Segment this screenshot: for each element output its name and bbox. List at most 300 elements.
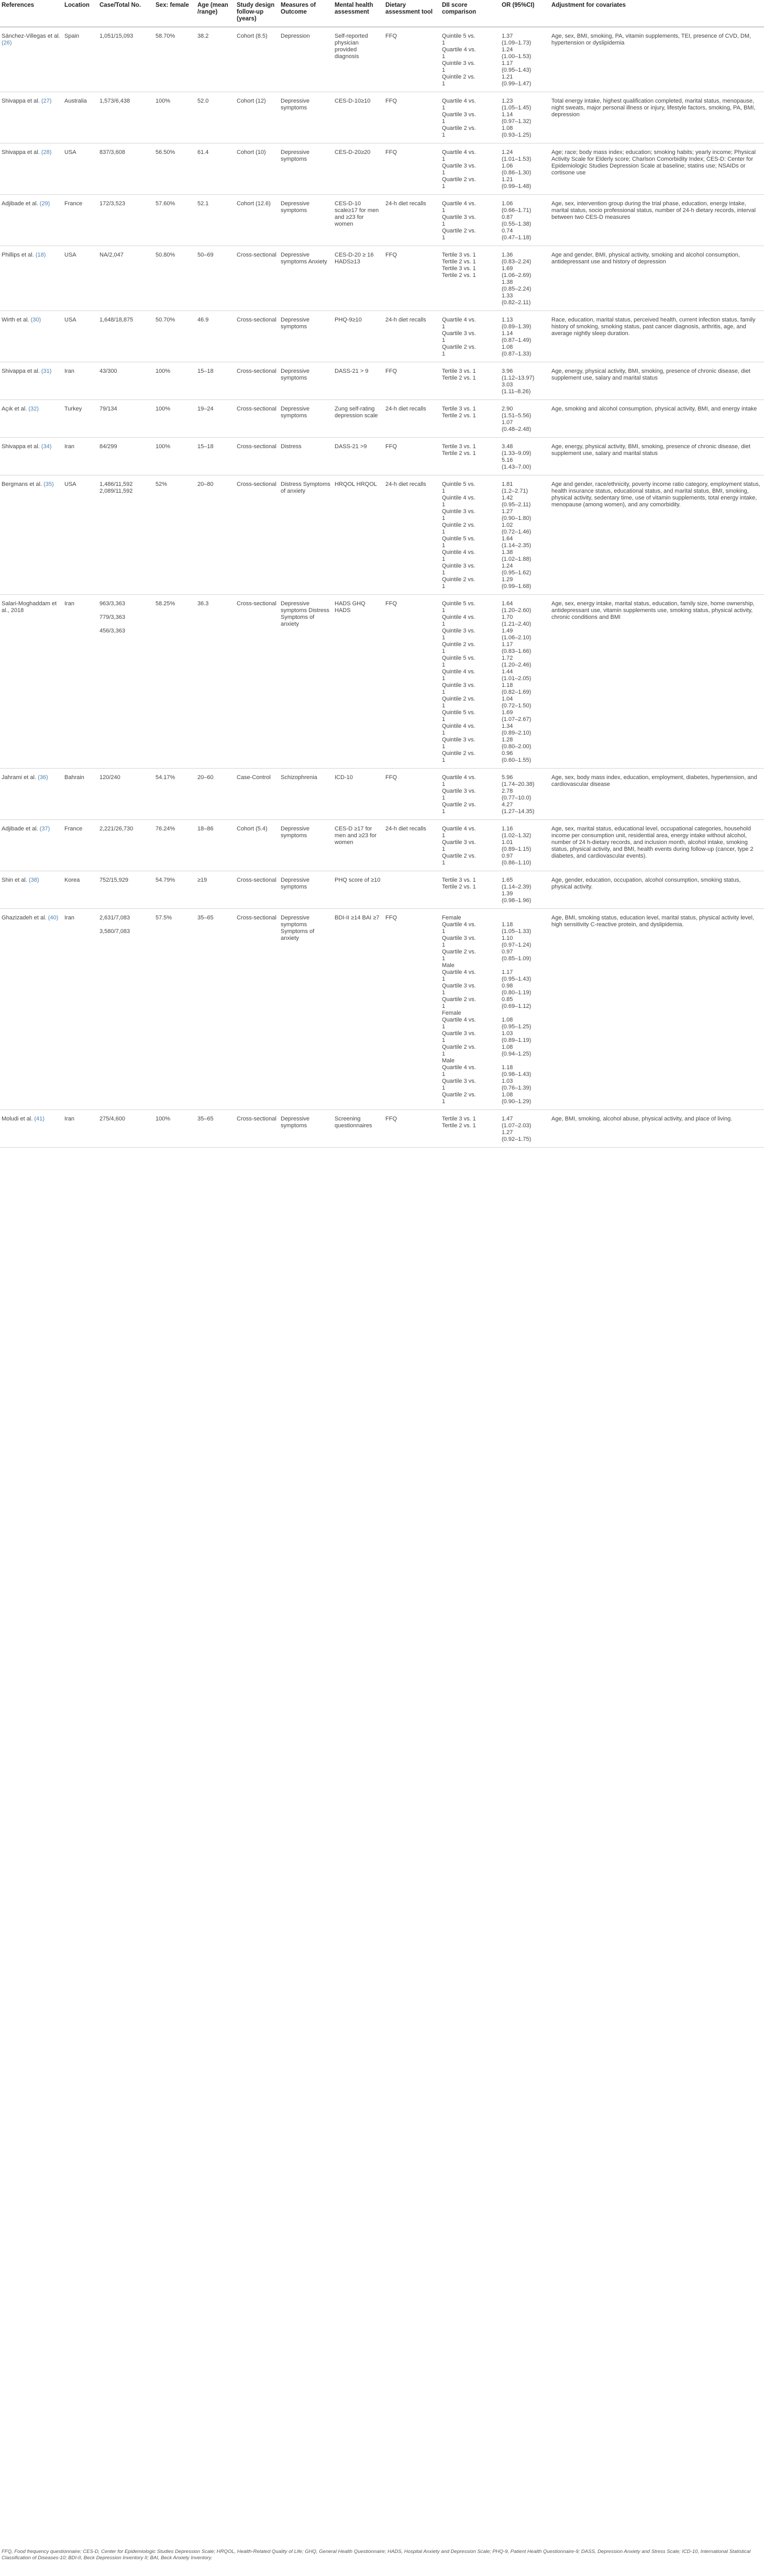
or-line: 1.18 — [502, 1064, 513, 1071]
comparison-line: 1 — [442, 1085, 446, 1091]
citation-link[interactable]: (18) — [35, 252, 46, 258]
sex-female-cell: 54.17% — [154, 769, 196, 820]
table-row — [0, 246, 764, 311]
reference-cell — [0, 1110, 63, 1148]
comparison-line: 1 — [442, 860, 446, 866]
outcome-cell: Depressive symptoms — [279, 311, 333, 362]
comparison-line: 1 — [442, 928, 446, 935]
study-design-cell: Cross-sectional — [235, 400, 279, 438]
or-line: (0.89–1.39) — [502, 324, 532, 330]
dietary-tool-cell: 24-h diet recalls — [384, 195, 440, 246]
comparison-line: 1 — [442, 990, 446, 996]
mental-health-assessment-cell: PHQ-9≥10 — [333, 311, 384, 362]
comparison-line: Tertile 3 vs. 1 — [442, 1116, 476, 1122]
age-cell: 35–65 — [196, 909, 235, 1110]
or-line: 0.97 — [502, 949, 513, 955]
or-line: (0.99–1.68) — [502, 583, 532, 590]
comparison-line: Quartile 3 vs. — [442, 788, 476, 794]
mental-health-assessment-cell: PHQ score of ≥10 — [333, 871, 384, 909]
comparison-line: Quintile 5 vs. — [442, 655, 475, 661]
reference-cell — [0, 820, 63, 871]
comparison-line: Quintile 2 vs. — [442, 641, 475, 648]
comparison-line: Tertile 3 vs. 1 — [442, 877, 476, 883]
or-ci-cell — [500, 1110, 550, 1148]
mental-health-assessment-cell: CES-D-10 scale≥17 for men and ≥23 for women — [333, 195, 384, 246]
comparison-line: Male — [442, 962, 455, 969]
reference-cell — [0, 362, 63, 400]
location-cell: France — [63, 195, 98, 246]
comparison-line: 1 — [442, 583, 446, 590]
location-cell: Australia — [63, 92, 98, 143]
comparison-line: Female — [442, 915, 461, 921]
age-cell: 52.1 — [196, 195, 235, 246]
sex-female-cell: 52% — [154, 475, 196, 595]
outcome-cell: Depressive symptoms Distress Symptoms of anxiety — [279, 595, 333, 769]
comparison-line: Quartile 2 vs. — [442, 344, 476, 350]
or-line: 1.47 — [502, 1116, 513, 1122]
study-design-cell: Cross-sectional — [235, 595, 279, 769]
or-line: (1.74–20.38) — [502, 781, 535, 787]
reference-author: Shivappa et al. — [2, 368, 40, 374]
comparison-line: 1 — [442, 846, 446, 852]
or-line: (0.95–1.62) — [502, 570, 532, 576]
sex-female-cell: 57.60% — [154, 195, 196, 246]
comparison-line: Quintile 3 vs. — [442, 60, 475, 66]
or-line: 2.78 — [502, 788, 513, 794]
studies-table — [0, 0, 764, 1148]
comparison-line: Quartile 2 vs. — [442, 996, 476, 1003]
or-line: 1.03 — [502, 1030, 513, 1037]
dii-comparison-cell — [440, 1110, 500, 1148]
comparison-line: 1 — [442, 351, 446, 357]
study-design-cell: Cross-sectional — [235, 871, 279, 909]
comparison-line: Quartile 2 vs. — [442, 949, 476, 955]
or-line: 1.24 — [502, 149, 513, 156]
or-line: 0.98 — [502, 983, 513, 989]
dii-comparison-cell — [440, 871, 500, 909]
or-ci-cell — [500, 871, 550, 909]
dii-comparison-cell — [440, 362, 500, 400]
comparison-line: 1 — [442, 221, 446, 227]
comparison-line: Quartile 3 vs. — [442, 1078, 476, 1084]
or-ci-cell — [500, 438, 550, 475]
reference-cell — [0, 195, 63, 246]
case-total-cell: 837/3,608 — [98, 143, 154, 195]
citation-link[interactable]: (34) — [41, 443, 52, 450]
study-design-cell: Cross-sectional — [235, 909, 279, 1110]
col-or-ci-header: OR (95%CI) — [500, 0, 550, 27]
or-ci-cell — [500, 195, 550, 246]
or-line: 0.97 — [502, 853, 513, 859]
outcome-cell: Schizophrenia — [279, 769, 333, 820]
col-location-header: Location — [63, 0, 98, 27]
age-cell: 46.9 — [196, 311, 235, 362]
mental-health-assessment-cell: BDI-II ≥14 BAI ≥7 — [333, 909, 384, 1110]
or-line: 1.36 — [502, 252, 513, 258]
or-line: (0.94–1.25) — [502, 1051, 532, 1057]
dii-comparison-cell — [440, 92, 500, 143]
or-line: (1.14–2.35) — [502, 542, 532, 549]
adjustment-cell: Age, sex, intervention group during the trial phase, education, energy intake, marital status, socio professional status, number of 24-h dietary records, interval between two CES-D measures — [550, 195, 764, 246]
case-total-cell: 2,221/26,730 — [98, 820, 154, 871]
comparison-line: Quartile 3 vs. — [442, 1030, 476, 1037]
comparison-line: Quintile 2 vs. — [442, 750, 475, 757]
or-line: (0.69–1.12) — [502, 1003, 532, 1009]
adjustment-cell: Race, education, marital status, perceived health, current infection status, family history of smoking, smoking status, past cancer diagnosis, arthritis, age, and average nightly sleep duration. — [550, 311, 764, 362]
or-line: (0.60–1.55) — [502, 757, 532, 763]
dii-comparison-cell — [440, 769, 500, 820]
outcome-cell: Depressive symptoms Anxiety — [279, 246, 333, 311]
sex-female-cell: 50.70% — [154, 311, 196, 362]
adjustment-cell: Age, BMI, smoking, alcohol abuse, physical activity, and place of living. — [550, 1110, 764, 1148]
comparison-line: Quintile 4 vs. — [442, 549, 475, 556]
header-row — [0, 0, 764, 27]
col-mental-health-assessment-header: Mental health assessment — [333, 0, 384, 27]
or-line: 1.14 — [502, 330, 513, 337]
reference-author: Wirth et al. — [2, 317, 29, 323]
age-cell: 15–18 — [196, 362, 235, 400]
comparison-line: Quartile 3 vs. — [442, 330, 476, 337]
comparison-line: 1 — [442, 183, 446, 190]
citation-link[interactable]: (41) — [34, 1116, 45, 1122]
or-line: 1.24 — [502, 47, 513, 53]
age-cell: 61.4 — [196, 143, 235, 195]
adjustment-cell: Age and gender, BMI, physical activity, smoking and alcohol consumption, antidepressant use and history of depression — [550, 246, 764, 311]
reference-cell — [0, 595, 63, 769]
or-line: 1.27 — [502, 508, 513, 515]
adjustment-cell: Age, sex, marital status, educational level, occupational categories, household income per consumption unit, residential area, energy intake without alcohol, number of 24 h-dietary records, and inclusion month, alcohol intake, smoking status, physical activity, and BMI, health events during follow-up (cancer, type 2 diabetes, and cardiovascular events). — [550, 820, 764, 871]
sex-female-cell: 58.70% — [154, 27, 196, 92]
table-body — [0, 27, 764, 1148]
or-line: 1.08 — [502, 125, 513, 131]
or-line: (1.20–2.46) — [502, 662, 532, 668]
col-dietary-tool-header: Dietary assessment tool — [384, 0, 440, 27]
age-cell: 36.3 — [196, 595, 235, 769]
age-cell: 35–65 — [196, 1110, 235, 1148]
location-cell: USA — [63, 475, 98, 595]
comparison-line: Quartile 3 vs. — [442, 983, 476, 989]
case-total-cell: 172/3,523 — [98, 195, 154, 246]
study-design-cell: Cross-sectional — [235, 438, 279, 475]
or-line: (1.07–2.67) — [502, 716, 532, 723]
or-line: 1.18 — [502, 682, 513, 689]
location-cell: Iran — [63, 438, 98, 475]
or-line: 5.16 — [502, 457, 513, 463]
or-line: (0.87–1.49) — [502, 337, 532, 343]
or-line: 1.07 — [502, 419, 513, 426]
citation-link[interactable]: (35) — [43, 481, 54, 487]
comparison-line: 1 — [442, 324, 446, 330]
location-cell: Iran — [63, 595, 98, 769]
comparison-line: Quartile 3 vs. — [442, 112, 476, 118]
or-ci-cell — [500, 27, 550, 92]
study-design-cell: Case-Control — [235, 769, 279, 820]
col-outcome-header: Measures of Outcome — [279, 0, 333, 27]
or-line: 1.01 — [502, 839, 513, 846]
or-line: (0.95–2.11) — [502, 502, 531, 508]
or-ci-cell — [500, 475, 550, 595]
or-line: (0.85–2.24) — [502, 286, 532, 292]
or-line: 1.08 — [502, 344, 513, 350]
table-row — [0, 820, 764, 871]
comparison-line: Quintile 3 vs. — [442, 508, 475, 515]
reference-cell — [0, 400, 63, 438]
outcome-cell: Distress Symptoms of anxiety — [279, 475, 333, 595]
or-line: 1.34 — [502, 723, 513, 729]
reference-author: Shivappa et al. — [2, 149, 40, 156]
mental-health-assessment-cell: DASS-21 > 9 — [333, 362, 384, 400]
citation-link[interactable]: (28) — [41, 149, 52, 156]
comparison-line: Quintile 2 vs. — [442, 522, 475, 528]
comparison-line: Quartile 3 vs. — [442, 214, 476, 220]
case-total-cell: 1,051/15,093 — [98, 27, 154, 92]
comparison-line: Tertile 3 vs. 1 — [442, 368, 476, 374]
or-ci-cell — [500, 595, 550, 769]
comparison-line: 1 — [442, 132, 446, 138]
adjustment-cell: Age, smoking and alcohol consumption, physical activity, BMI, and energy intake — [550, 400, 764, 438]
comparison-line: Quintile 5 vs. — [442, 33, 475, 39]
comparison-line: Quartile 3 vs. — [442, 163, 476, 169]
comparison-line: 1 — [442, 621, 446, 627]
comparison-line: Quartile 4 vs. — [442, 826, 476, 832]
comparison-line: 1 — [442, 570, 446, 576]
comparison-line: 1 — [442, 976, 446, 982]
or-line: 1.13 — [502, 317, 513, 323]
sex-female-cell: 100% — [154, 362, 196, 400]
comparison-line: Quartile 2 vs. — [442, 1092, 476, 1098]
comparison-line: Quartile 4 vs. — [442, 774, 476, 781]
case-total-cell: 1,648/18,875 — [98, 311, 154, 362]
age-cell: 38.2 — [196, 27, 235, 92]
comparison-line: 1 — [442, 542, 446, 549]
citation-link[interactable]: (37) — [39, 826, 50, 832]
comparison-line: Quintile 5 vs. — [442, 709, 475, 716]
or-line: (1.33–9.09) — [502, 450, 532, 457]
adjustment-cell: Age, sex, body mass index, education, employment, diabetes, hypertension, and cardiovascular disease — [550, 769, 764, 820]
table-footnote: FFQ, Food frequency questionnaire; CES-D, Center for Epidemiologic Studies Depression Scale; HRQOL, Health-Related Quality of Life; GHQ, General Health Questionnaire; HADS, Hospital Anxiety and Depression Scale; PHQ-9, Patient Health Questionnaire-9; DASS, Depression Anxiety and Stress Scale; ICD-10, International Statistical Classification of Diseases-10; BDI-II, Beck Depression Inventory II; BAI, Beck Anxiety Inventory. — [2, 2549, 751, 2561]
or-line: 1.37 — [502, 33, 513, 39]
case-total-cell: 79/134 — [98, 400, 154, 438]
dietary-tool-cell: FFQ — [384, 438, 440, 475]
sex-female-cell: 58.25% — [154, 595, 196, 769]
comparison-line: Male — [442, 1058, 455, 1064]
reference-cell — [0, 143, 63, 195]
mental-health-assessment-cell: CES-D-20≥20 — [333, 143, 384, 195]
comparison-line: Quintile 4 vs. — [442, 669, 475, 675]
adjustment-cell: Age, energy, physical activity, BMI, smoking, presence of chronic disease, diet supplement use, salary and marital status — [550, 362, 764, 400]
comparison-line: 1 — [442, 689, 446, 695]
or-line: 0.74 — [502, 228, 513, 234]
comparison-line: Quintile 5 vs. — [442, 481, 475, 487]
or-line: 1.16 — [502, 826, 513, 832]
sex-female-cell: 76.24% — [154, 820, 196, 871]
comparison-line: Quartile 4 vs. — [442, 47, 476, 53]
case-total-cell: 84/299 — [98, 438, 154, 475]
comparison-line: Tertile 3 vs. 1 — [442, 406, 476, 412]
or-ci-cell — [500, 246, 550, 311]
reference-author: Bergmans et al. — [2, 481, 42, 487]
table-row — [0, 769, 764, 820]
comparison-line: Quartile 4 vs. — [442, 201, 476, 207]
comparison-line: Quartile 4 vs. — [442, 1064, 476, 1071]
comparison-line: 1 — [442, 956, 446, 962]
or-line: 1.39 — [502, 891, 513, 897]
sex-female-cell: 56.50% — [154, 143, 196, 195]
sex-female-cell: 54.79% — [154, 871, 196, 909]
dietary-tool-cell: 24-h diet recalls — [384, 400, 440, 438]
citation-link[interactable]: (31) — [41, 368, 52, 374]
comparison-line: 1 — [442, 488, 446, 494]
or-line: 3.03 — [502, 382, 513, 388]
comparison-line: 1 — [442, 1037, 446, 1043]
outcome-cell: Depressive symptoms — [279, 362, 333, 400]
or-line: 1.38 — [502, 549, 513, 556]
age-cell: 20–60 — [196, 769, 235, 820]
or-line: 1.69 — [502, 709, 513, 716]
or-line: 1.64 — [502, 536, 513, 542]
citation-link[interactable]: (32) — [28, 406, 39, 412]
dietary-tool-cell: FFQ — [384, 143, 440, 195]
table-row — [0, 195, 764, 246]
or-line: (0.97–1.24) — [502, 942, 532, 948]
or-line: (1.06–2.69) — [502, 272, 532, 279]
or-line: (0.99–1.48) — [502, 183, 532, 190]
or-line: (1.02–1.88) — [502, 556, 532, 562]
mental-health-assessment-cell: HADS GHQ HADS — [333, 595, 384, 769]
or-line: 3.48 — [502, 443, 513, 450]
or-line: (0.55–1.38) — [502, 221, 532, 227]
age-cell: 20–80 — [196, 475, 235, 595]
comparison-line: Quintile 3 vs. — [442, 628, 475, 634]
comparison-line: 1 — [442, 81, 446, 87]
or-line: 1.21 — [502, 176, 513, 183]
comparison-line: 1 — [442, 648, 446, 654]
adjustment-cell: Age, energy, physical activity, BMI, smoking, presence of chronic disease, diet supplement use, salary and marital status — [550, 438, 764, 475]
or-line: 1.28 — [502, 737, 513, 743]
mental-health-assessment-cell: CES-D-10≥10 — [333, 92, 384, 143]
citation-link[interactable]: (38) — [28, 877, 39, 883]
or-line: 1.08 — [502, 1044, 513, 1050]
citation-link[interactable]: (40) — [48, 915, 59, 921]
or-line: 1.14 — [502, 112, 513, 118]
reference-author: Ghazizadeh et al. — [2, 915, 47, 921]
comparison-line: 1 — [442, 529, 446, 535]
comparison-line: Quintile 4 vs. — [442, 614, 475, 620]
comparison-line: 1 — [442, 40, 446, 46]
age-cell: 15–18 — [196, 438, 235, 475]
or-line: 1.10 — [502, 935, 513, 941]
case-total-cell: 120/240 — [98, 769, 154, 820]
or-line: 1.24 — [502, 563, 513, 569]
sex-female-cell: 100% — [154, 400, 196, 438]
or-line: (0.86–1.30) — [502, 170, 532, 176]
citation-link[interactable]: (29) — [39, 201, 50, 207]
comparison-line: 1 — [442, 1051, 446, 1057]
or-line: (0.95–1.43) — [502, 67, 532, 73]
comparison-line: 1 — [442, 743, 446, 750]
location-cell: Korea — [63, 871, 98, 909]
reference-author: Shivappa et al. — [2, 98, 40, 104]
col-references-header: References — [0, 0, 63, 27]
col-dii-comparison-header: DII score comparison — [440, 0, 500, 27]
or-line: (0.72–1.46) — [502, 529, 532, 535]
comparison-line: Quintile 2 vs. — [442, 74, 475, 80]
dii-comparison-cell — [440, 143, 500, 195]
reference-author: Moludi et al. — [2, 1116, 33, 1122]
or-ci-cell — [500, 311, 550, 362]
or-line: (0.97–1.32) — [502, 118, 532, 125]
comparison-line: Quartile 4 vs. — [442, 921, 476, 928]
citation-link[interactable]: (36) — [38, 774, 48, 781]
citation-link[interactable]: (27) — [41, 98, 52, 104]
or-line: (0.86–1.10) — [502, 860, 532, 866]
reference-cell — [0, 769, 63, 820]
or-line: 1.65 — [502, 877, 513, 883]
adjustment-cell: Age, gender, education, occupation, alcohol consumption, smoking status, physical activity. — [550, 871, 764, 909]
or-line: 1.49 — [502, 628, 513, 634]
study-design-cell: Cohort (10) — [235, 143, 279, 195]
or-line: 1.81 — [502, 481, 513, 487]
outcome-cell: Depression — [279, 27, 333, 92]
or-ci-cell — [500, 820, 550, 871]
comparison-line: Quartile 4 vs. — [442, 98, 476, 104]
table-row — [0, 362, 764, 400]
or-line: (0.98–1.96) — [502, 897, 532, 904]
comparison-line: Tertile 2 vs. 1 — [442, 884, 476, 890]
dietary-tool-cell: 24-h diet recalls — [384, 311, 440, 362]
sex-female-cell: 100% — [154, 92, 196, 143]
comparison-line: 1 — [442, 502, 446, 508]
location-cell: Bahrain — [63, 769, 98, 820]
or-ci-cell — [500, 92, 550, 143]
comparison-line: 1 — [442, 781, 446, 787]
or-line: 1.03 — [502, 1078, 513, 1084]
table-row — [0, 871, 764, 909]
dietary-tool-cell: FFQ — [384, 27, 440, 92]
location-cell: Iran — [63, 909, 98, 1110]
comparison-line: Quintile 4 vs. — [442, 495, 475, 501]
dietary-tool-cell: 24-h diet recalls — [384, 475, 440, 595]
dii-comparison-cell — [440, 400, 500, 438]
or-line: (0.82–1.69) — [502, 689, 532, 695]
comparison-line: 1 — [442, 105, 446, 111]
comparison-line: 1 — [442, 556, 446, 562]
case-total-cell: 2,631/7,083 3,580/7,083 — [98, 909, 154, 1110]
comparison-line: 1 — [442, 1071, 446, 1078]
or-line: 1.70 — [502, 614, 513, 620]
comparison-line: Tertile 2 vs. 1 — [442, 450, 476, 457]
reference-author: Adjibade et al. — [2, 201, 38, 207]
dietary-tool-cell: 24-h diet recalls — [384, 820, 440, 871]
or-line: (1.27–14.35) — [502, 808, 535, 815]
reference-author: Jahrami et al. — [2, 774, 37, 781]
citation-link[interactable]: (26) — [2, 40, 12, 46]
case-total-cell: 1,573/6,438 — [98, 92, 154, 143]
col-sex-female-header: Sex: female — [154, 0, 196, 27]
dii-comparison-cell — [440, 27, 500, 92]
or-line: 5.96 — [502, 774, 513, 781]
comparison-line: 1 — [442, 67, 446, 73]
or-line: 1.06 — [502, 163, 513, 169]
sex-female-cell: 100% — [154, 438, 196, 475]
study-design-cell: Cross-sectional — [235, 475, 279, 595]
citation-link[interactable]: (30) — [30, 317, 41, 323]
or-line: (0.83–2.24) — [502, 259, 532, 265]
or-line: (0.76–1.39) — [502, 1085, 532, 1091]
or-line: 0.85 — [502, 996, 513, 1003]
comparison-line: Quintile 5 vs. — [442, 601, 475, 607]
location-cell: France — [63, 820, 98, 871]
